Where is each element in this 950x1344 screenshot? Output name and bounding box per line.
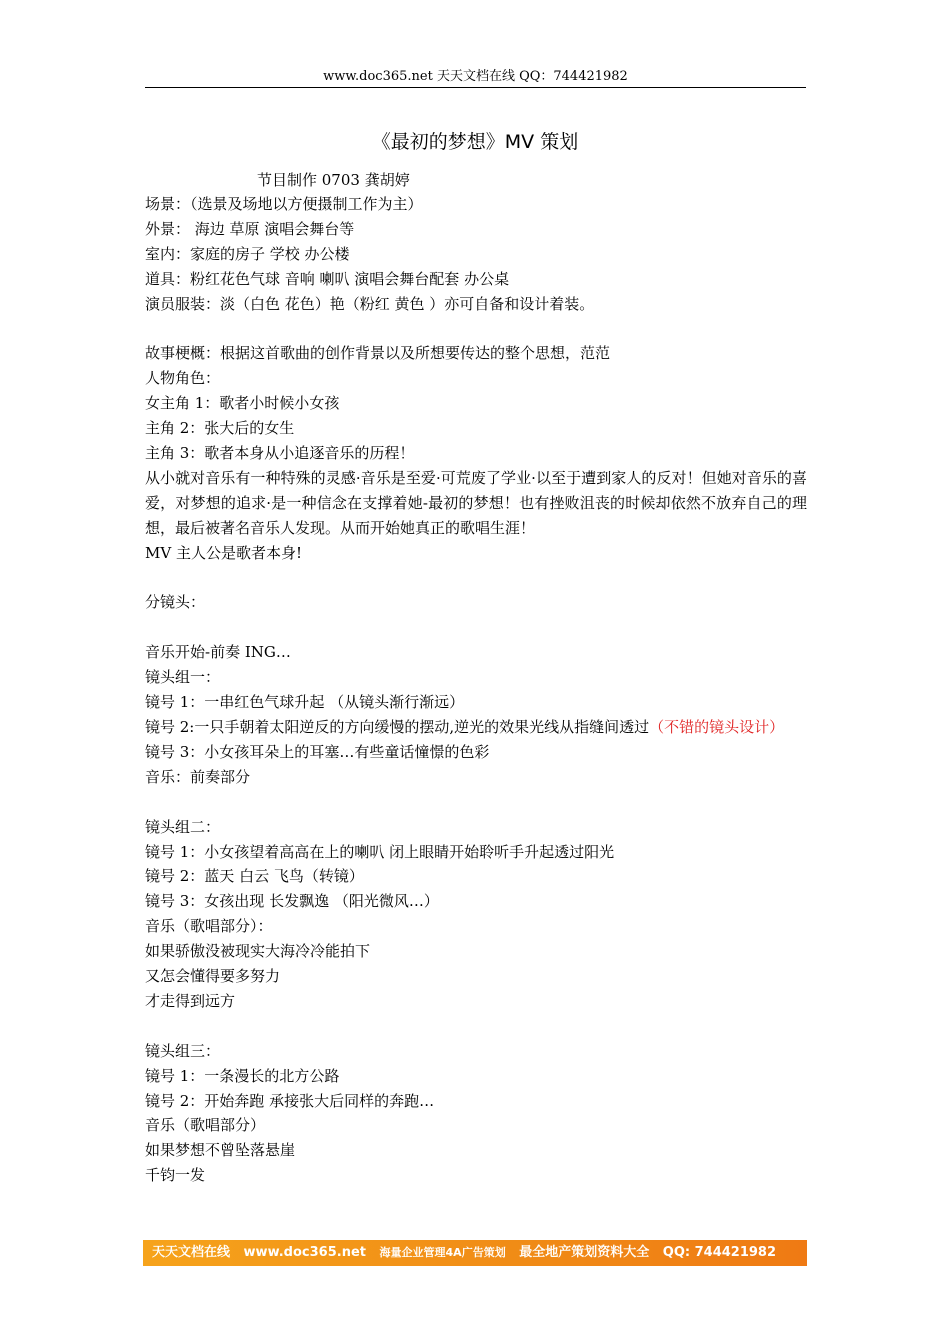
blank-line (145, 790, 807, 815)
header-divider (145, 87, 806, 88)
text-line: 音乐：前奏部分 (145, 767, 251, 786)
lyric-line: 千钧一发 (145, 1166, 206, 1185)
text-line: 女主角 1：歌者小时候小女孩 (145, 394, 340, 413)
text-line: 室内：家庭的房子 学校 办公楼 (145, 244, 350, 263)
text-line: 人物角色： (145, 369, 221, 388)
footer-url: www.doc365.net (243, 1245, 366, 1260)
text-line: 场景：（选景及场地以方便摄制工作为主） (145, 195, 423, 213)
lyric-line: 又怎会懂得要多努力 (145, 967, 281, 986)
blank-line (145, 615, 807, 640)
text-line: MV 主人公是歌者本身! (145, 543, 302, 562)
shot-line (145, 715, 807, 740)
document-body (145, 192, 807, 1188)
text-line: 音乐开始-前奏 ING… (145, 643, 291, 662)
lyric-line: 才走得到远方 (145, 991, 236, 1010)
footer-slogan: 最全地产策划资料大全 (519, 1245, 650, 1260)
text-line: 故事梗概：根据这首歌曲的创作背景以及所想要传达的整个思想，范范 (145, 344, 611, 363)
shot-text: 镜号 2:一只手朝着太阳逆反的方向缓慢的摆动,逆光的效果光线从指缝间透过 (145, 717, 650, 736)
shot-group-heading: 镜头组三： (145, 1041, 221, 1060)
shot-group-heading: 镜头组一： (145, 668, 221, 687)
shot-line: 镜号 2：蓝天 白云 飞鸟（转镜） (145, 867, 364, 886)
text-line: 音乐（歌唱部分）： (145, 917, 273, 936)
text-line: 主角 2：张大后的女生 (145, 419, 295, 438)
section-heading: 分镜头： (145, 593, 206, 612)
shot-line: 镜号 1：一条漫长的北方公路 (145, 1066, 340, 1085)
lyric-line: 如果梦想不曾坠落悬崖 (145, 1141, 296, 1160)
story-paragraph: 从小就对音乐有一种特殊的灵感·音乐是至爱·可荒废了学业·以至于遭到家人的反对！但她对音乐的喜爱，对梦想的追求·是一种信念在支撑着她-最初的梦想！也有挫败沮丧的时候却依然不放弃自己的理想，最后被著名音乐人发现。从而开始她真正的歌唱生涯！ (145, 468, 807, 537)
document-title: 《最初的梦想》MV 策划 (371, 131, 579, 153)
text-line: 道具：粉红花色气球 音响 喇叭 演唱会舞台配套 办公桌 (145, 269, 510, 288)
footer-site-name: 天天文档在线 (152, 1245, 231, 1260)
shot-line: 镜号 3：女孩出现 长发飘逸 （阳光微风…） (145, 892, 439, 911)
shot-line: 镜号 3：小女孩耳朵上的耳塞…有些童话憧憬的色彩 (145, 742, 490, 761)
blank-line (145, 566, 807, 591)
shot-line: 镜号 2：开始奔跑 承接张大后同样的奔跑… (145, 1091, 435, 1110)
review-note: （不错的镜头设计） (649, 717, 785, 736)
shot-line: 镜号 1：小女孩望着高高在上的喇叭 闭上眼睛开始聆听手升起透过阳光 (145, 842, 615, 861)
blank-line (145, 1014, 807, 1039)
blank-line (145, 317, 807, 342)
footer-slogan: 海量企业管理4A广告策划 (379, 1246, 506, 1259)
author-line: 节目制作 0703 龚胡婷 (257, 171, 410, 189)
text-line: 主角 3：歌者本身从小追逐音乐的历程！ (145, 444, 415, 463)
shot-group-heading: 镜头组二： (145, 817, 221, 836)
text-line: 音乐（歌唱部分） (145, 1116, 266, 1135)
footer-banner (143, 1240, 807, 1266)
page-header: www.doc365.net 天天文档在线 QQ：744421982 (323, 69, 628, 84)
text-line: 演员服装：淡（白色 花色）艳（粉红 黄色 ）亦可自备和设计着装。 (145, 294, 595, 313)
lyric-line: 如果骄傲没被现实大海冷冷能拍下 (145, 942, 371, 961)
text-line: 外景： 海边 草原 演唱会舞台等 (145, 219, 355, 238)
shot-line: 镜号 1：一串红色气球升起 （从镜头渐行渐远） (145, 693, 465, 712)
footer-qq: QQ: 744421982 (662, 1245, 777, 1260)
